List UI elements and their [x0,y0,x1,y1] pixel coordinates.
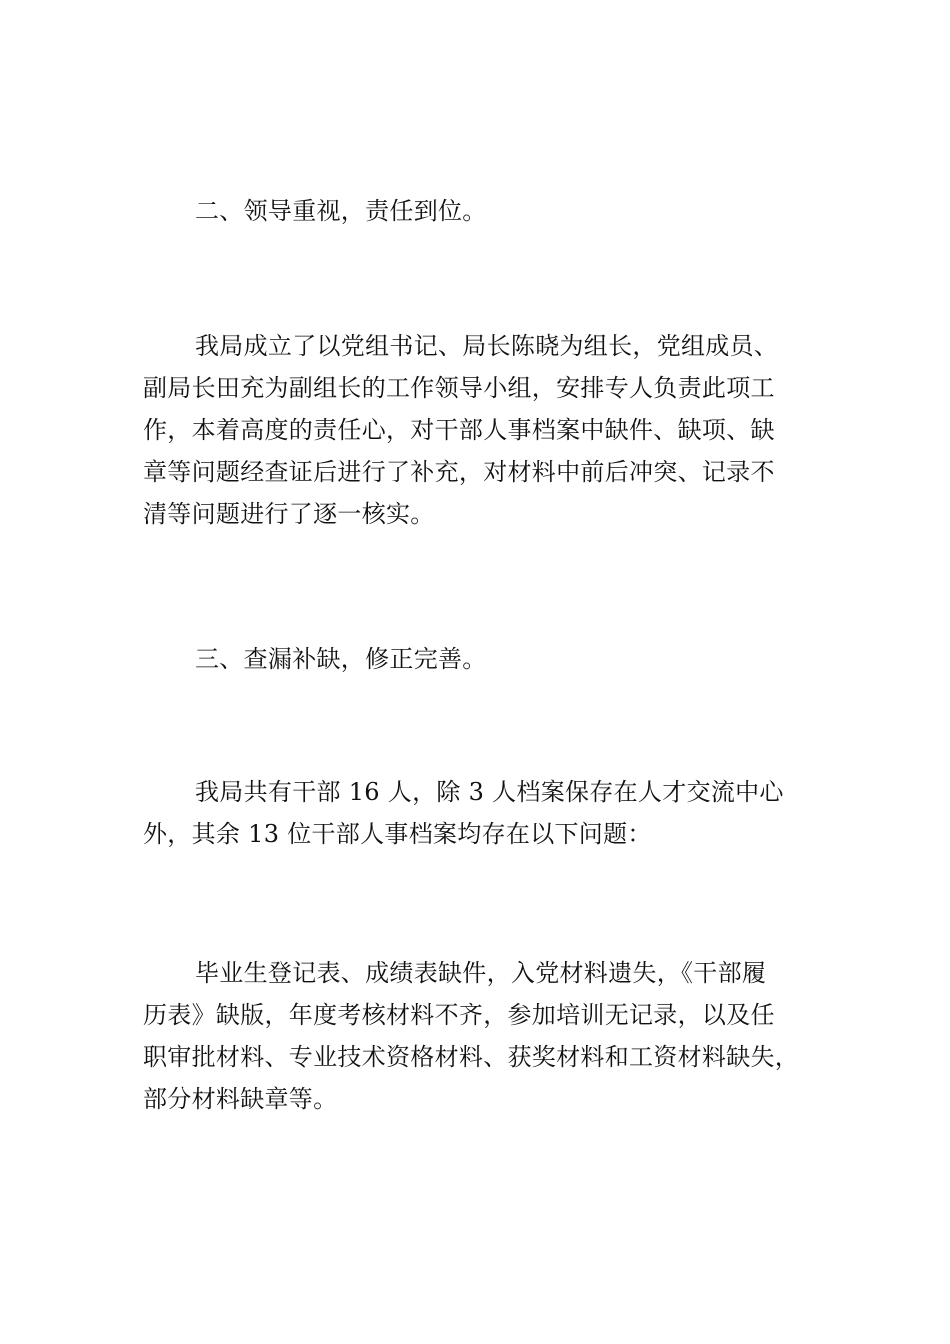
section-heading-2-text: 二、领导重视，责任到位。 [195,197,487,225]
paragraph-line: 章等问题经查证后进行了补充，对材料中前后冲突、记录不 [143,458,775,486]
paragraph-line: 清等问题进行了逐一核实。 [143,500,435,528]
paragraph-line: 我局成立了以党组书记、局长陈晓为组长，党组成员、 [195,332,779,360]
section-heading-3 [143,638,807,680]
section-heading-2 [143,190,807,232]
paragraph-line: 部分材料缺章等。 [143,1085,338,1113]
paragraph-line: 毕业生登记表、成绩表缺件，入党材料遗失，《干部履 [195,959,767,987]
paragraph-problems [143,952,807,1120]
paragraph-line: 历表》缺版，年度考核材料不齐，参加培训无记录，以及任 [143,1001,775,1029]
section-heading-3-text: 三、查漏补缺，修正完善。 [195,645,487,673]
paragraph-line: 我局共有干部 16 人，除 3 人档案保存在人才交流中心 [195,778,784,806]
paragraph-cadre-count [143,771,807,855]
paragraph-leadership [143,325,807,535]
paragraph-line: 作，本着高度的责任心，对干部人事档案中缺件、缺项、缺 [143,416,775,444]
paragraph-line: 外，其余 13 位干部人事档案均存在以下问题： [143,820,652,848]
paragraph-line: 职审批材料、专业技术资格材料、获奖材料和工资材料缺失， [143,1043,800,1071]
paragraph-line: 副局长田充为副组长的工作领导小组，安排专人负责此项工 [143,374,775,402]
